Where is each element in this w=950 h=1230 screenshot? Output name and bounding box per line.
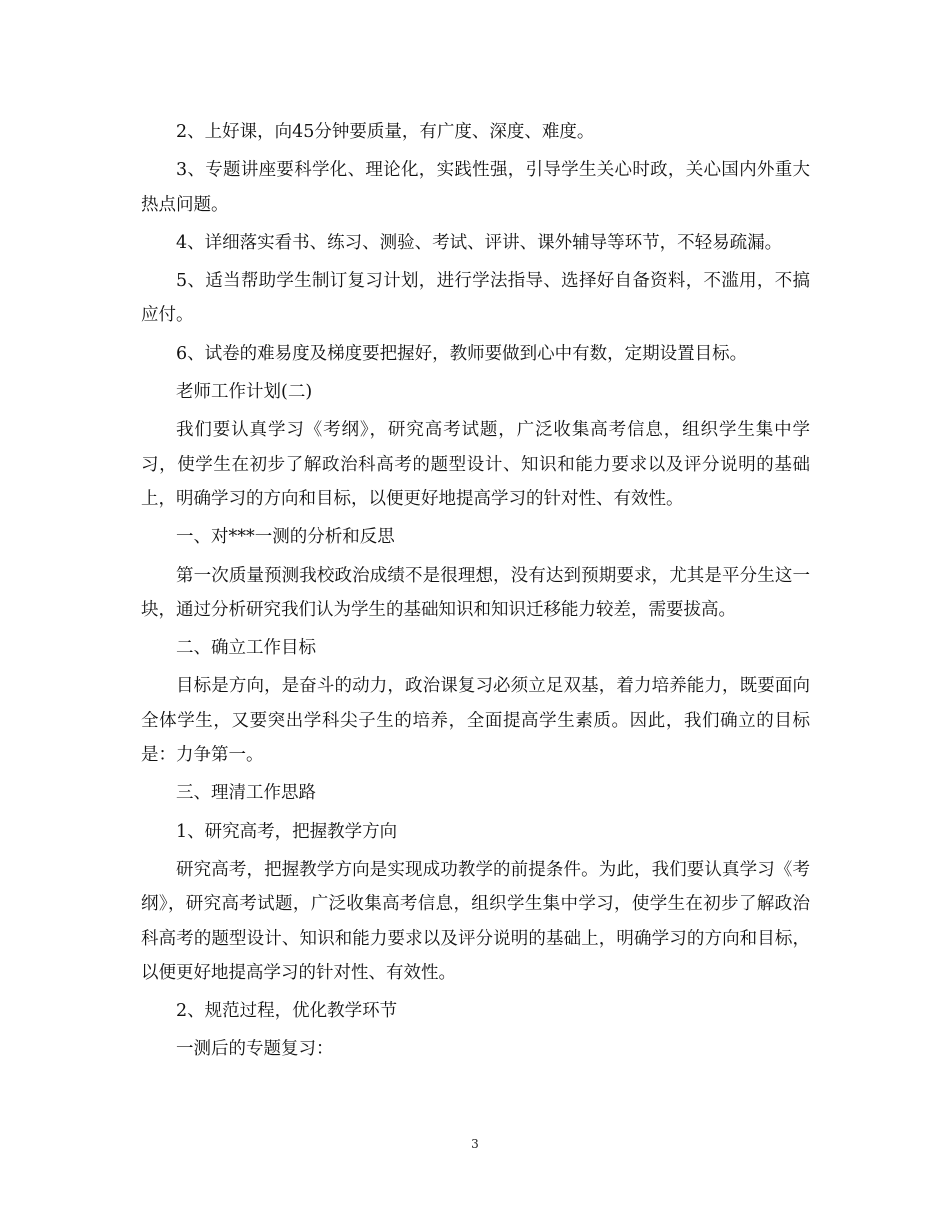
paragraph: 研究高考，把握教学方向是实现成功教学的前提条件。为此，我们要认真学习《考纲》，研究高考试题，广泛收集高考信息，组织学生集中学习，使学生在初步了解政治科高考的题型设计、知识和能力要求以及评分说明的基础上，明确学习的方向和目标，以便更好地提高学习的针对性、有效性。: [141, 859, 810, 983]
paragraph: 我们要认真学习《考纲》，研究高考试题，广泛收集高考信息，组织学生集中学习，使学生在初步了解政治科高考的题型设计、知识和能力要求以及评分说明的基础上，明确学习的方向和目标，以便更好地提高学习的针对性、有效性。: [141, 420, 810, 509]
section-heading: 二、确立工作目标: [176, 638, 316, 659]
paragraph: 6、试卷的难易度及梯度要把握好，教师要做到心中有数，定期设置目标。: [176, 343, 748, 364]
paragraph: 目标是方向，是奋斗的动力，政治课复习必须立足双基，着力培养能力，既要面向全体学生，又要突出学科尖子生的培养，全面提高学生素质。因此，我们确立的目标是：力争第一。: [141, 676, 810, 766]
section-heading: 一、对***一测的分析和反思: [176, 527, 395, 548]
paragraph: 3、专题讲座要科学化、理论化，实践性强，引导学生关心时政，关心国内外重大热点问题。: [141, 160, 810, 215]
paragraph: 4、详细落实看书、练习、测验、考试、评讲、课外辅导等环节，不轻易疏漏。: [176, 232, 783, 253]
subsection-heading: 2、规范过程，优化教学环节: [176, 1001, 398, 1022]
page-number: 3: [471, 1137, 479, 1151]
paragraph: 5、适当帮助学生制订复习计划，进行学法指导、选择好自备资料，不滥用，不搞应付。: [141, 271, 810, 326]
paragraph: 2、上好课，向45分钟要质量，有广度、深度、难度。: [176, 122, 595, 142]
section-heading: 三、理清工作思路: [176, 783, 316, 804]
section-heading: 老师工作计划(二): [176, 382, 313, 403]
subsection-heading: 1、研究高考，把握教学方向: [176, 821, 398, 842]
paragraph: 第一次质量预测我校政治成绩不是很理想，没有达到预期要求，尤其是平分生这一块，通过分析研究我们认为学生的基础知识和知识迁移能力较差，需要拔高。: [141, 565, 810, 620]
document-body: [141, 115, 810, 1071]
paragraph: 一测后的专题复习：: [176, 1039, 334, 1060]
